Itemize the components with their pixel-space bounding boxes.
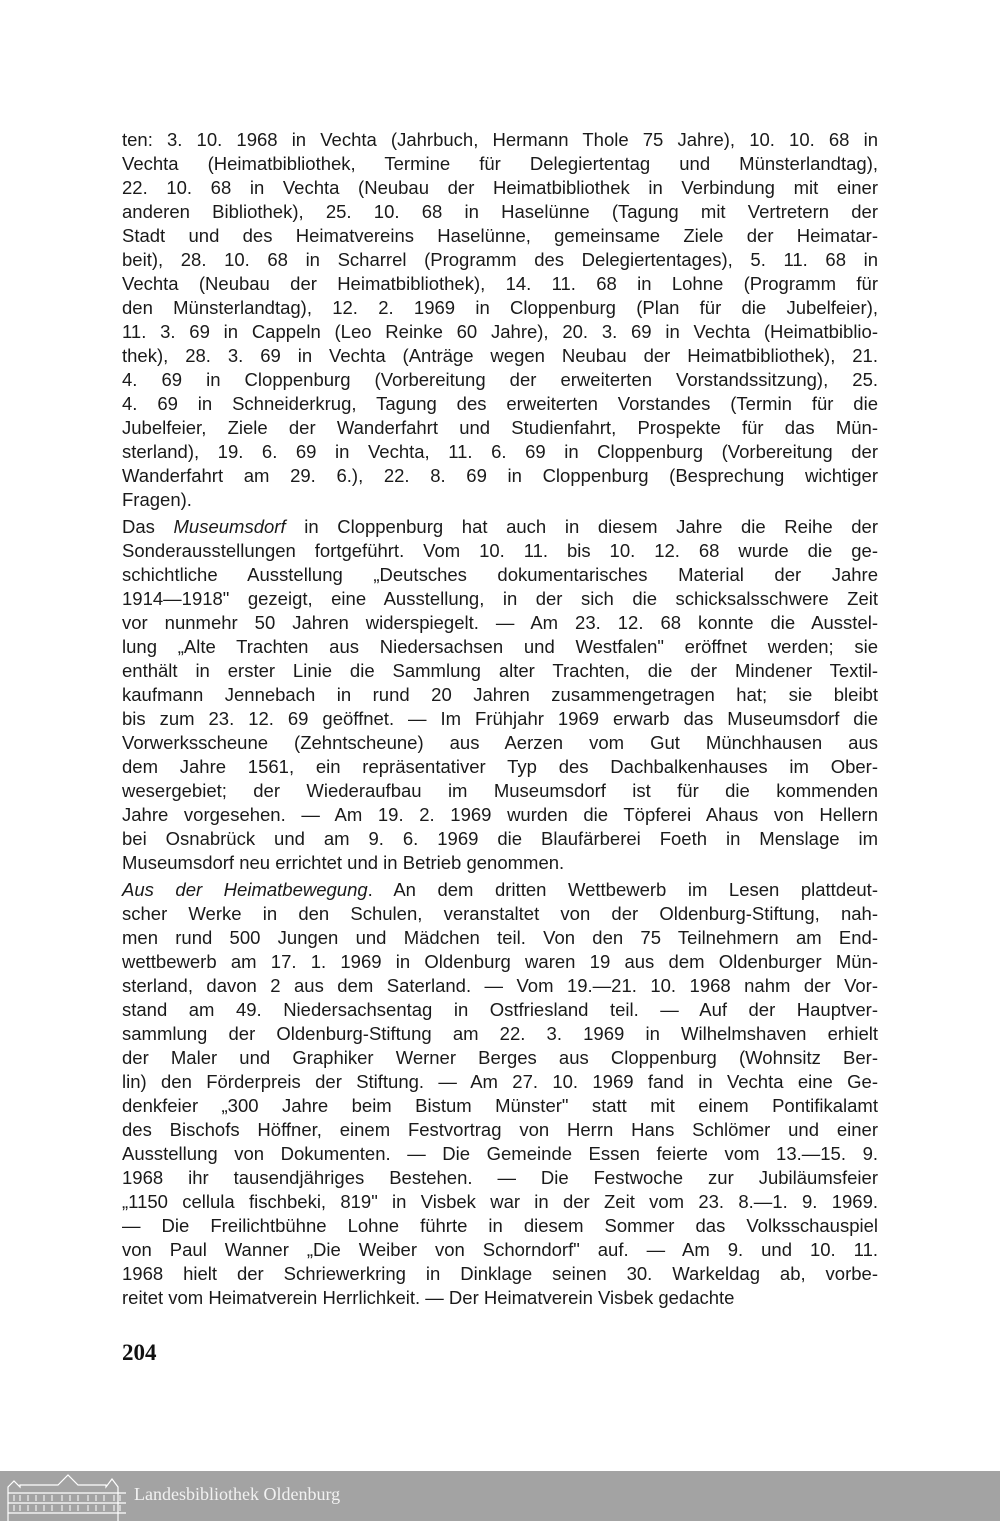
text-line: enthält in erster Linie die Sammlung alter Trachten, die der Mindener Textil- — [122, 660, 878, 681]
text-line: Wanderfahrt am 29. 6.), 22. 8. 69 in Cloppenburg (Besprechung wichtiger — [122, 465, 878, 486]
text-line: Vechta (Neubau der Heimatbibliothek), 14. 11. 68 in Lohne (Programm für — [122, 273, 878, 294]
text-line: Sonderausstellungen fortgeführt. Vom 10. 11. bis 10. 12. 68 wurde die ge- — [122, 540, 878, 561]
text-line: beit), 28. 10. 68 in Scharrel (Programm des Delegiertentages), 5. 11. 68 in — [122, 249, 878, 270]
text-line: wesergebiet; der Wiederaufbau im Museumsdorf ist für die kommenden — [122, 780, 878, 801]
text-line: 4. 69 in Schneiderkrug, Tagung des erweiterten Vorstandes (Termin für die — [122, 393, 878, 414]
text-line: Jubelfeier, Ziele der Wanderfahrt und Studienfahrt, Prospekte für das Mün- — [122, 417, 878, 438]
text-line: kaufmann Jennebach in rund 20 Jahren zusammengetragen hat; sie bleibt — [122, 684, 878, 705]
text-line: der Maler und Graphiker Werner Berges aus Cloppenburg (Wohnsitz Ber- — [122, 1047, 878, 1068]
text-line: reitet vom Heimatverein Herrlichkeit. — Der Heimatverein Visbek gedachte — [122, 1287, 735, 1308]
text-line: lung „Alte Trachten aus Niedersachsen und Westfalen" eröffnet werden; sie — [122, 636, 878, 657]
text-line: bis zum 23. 12. 69 geöffnet. — Im Frühjahr 1969 erwarb das Museumsdorf die — [122, 708, 878, 729]
body-text — [122, 128, 878, 1310]
text-line: sterland, davon 2 aus dem Saterland. — Vom 19.—21. 10. 1968 nahm der Vor- — [122, 975, 878, 996]
text-line: — Die Freilichtbühne Lohne führte in diesem Sommer das Volksschauspiel — [122, 1215, 878, 1236]
text-line: Vechta (Heimatbibliothek, Termine für Delegiertentag und Münsterlandtag), — [122, 153, 878, 174]
text-line: 1968 ihr tausendjähriges Bestehen. — Die Festwoche zur Jubiläumsfeier — [122, 1167, 878, 1188]
text-line: men rund 500 Jungen und Mädchen teil. Von den 75 Teilnehmern am End- — [122, 927, 878, 948]
text-line: ten: 3. 10. 1968 in Vechta (Jahrbuch, Hermann Thole 75 Jahre), 10. 10. 68 in — [122, 129, 878, 150]
italic-term: Museumsdorf — [173, 516, 286, 537]
text-line: vor nunmehr 50 Jahren widerspiegelt. — Am 23. 12. 68 konnte die Ausstel- — [122, 612, 878, 633]
text-line: bei Osnabrück und am 9. 6. 1969 die Blaufärberei Foeth in Menslage im — [122, 828, 878, 849]
page-number: 204 — [122, 1340, 157, 1365]
text-line: stand am 49. Niedersachsentag in Ostfriesland teil. — Auf der Hauptver- — [122, 999, 878, 1020]
text-line: scher Werke in den Schulen, veranstaltet von der Oldenburg-Stiftung, nah- — [122, 903, 878, 924]
text-line: sammlung der Oldenburg-Stiftung am 22. 3. 1969 in Wilhelmshaven erhielt — [122, 1023, 878, 1044]
text-line: anderen Bibliothek), 25. 10. 68 in Haselünne (Tagung mit Vertretern der — [122, 201, 878, 222]
text-line: 22. 10. 68 in Vechta (Neubau der Heimatbibliothek in Verbindung mit einer — [122, 177, 878, 198]
text-line: Jahre vorgesehen. — Am 19. 2. 1969 wurden die Töpferei Ahaus von Hellern — [122, 804, 878, 825]
text-line: dem Jahre 1561, ein repräsentativer Typ des Dachbalkenhauses im Ober- — [122, 756, 878, 777]
text-line: den Münsterlandtag), 12. 2. 1969 in Cloppenburg (Plan für die Jubelfeier), — [122, 297, 878, 318]
text-line: sterland), 19. 6. 69 in Vechta, 11. 6. 69 in Cloppenburg (Vorbereitung der — [122, 441, 878, 462]
text-line: wettbewerb am 17. 1. 1969 in Oldenburg waren 19 aus dem Oldenburger Mün- — [122, 951, 878, 972]
text-line: 4. 69 in Cloppenburg (Vorbereitung der erweiterten Vorstandssitzung), 25. — [122, 369, 878, 390]
footer-bar — [0, 1471, 1000, 1521]
text-line: Ausstellung von Dokumenten. — Die Gemeinde Essen feierte vom 13.—15. 9. — [122, 1143, 878, 1164]
italic-term: Aus der Heimatbewegung — [122, 879, 368, 900]
text-line: schichtliche Ausstellung „Deutsches dokumentarisches Material der Jahre — [122, 564, 878, 585]
text-line: denkfeier „300 Jahre beim Bistum Münster" statt mit einem Pontifikalamt — [122, 1095, 878, 1116]
text-line: Museumsdorf neu errichtet und in Betrieb genommen. — [122, 852, 565, 873]
library-building-logo-icon — [6, 1473, 126, 1521]
text-line: 1968 hielt der Schriewerkring in Dinklage seinen 30. Warkeldag ab, vorbe- — [122, 1263, 878, 1284]
text-line: Stadt und des Heimatvereins Haselünne, gemeinsame Ziele der Heimatar- — [122, 225, 878, 246]
text-line: thek), 28. 3. 69 in Vechta (Anträge wegen Neubau der Heimatbibliothek), 21. — [122, 345, 878, 366]
text-line: Fragen). — [122, 489, 192, 510]
text-line: lin) den Förderpreis der Stiftung. — Am 27. 10. 1969 fand in Vechta eine Ge- — [122, 1071, 878, 1092]
text-line: des Bischofs Höffner, einem Festvortrag von Herrn Hans Schlömer und einer — [122, 1119, 878, 1140]
text-line: 11. 3. 69 in Cappeln (Leo Reinke 60 Jahre), 20. 3. 69 in Vechta (Heimatbiblio- — [122, 321, 878, 342]
text-line: von Paul Wanner „Die Weiber von Schorndorf" auf. — Am 9. und 10. 11. — [122, 1239, 878, 1260]
text-line: Das Museumsdorf in Cloppenburg hat auch in diesem Jahre die Reihe der — [122, 516, 878, 537]
text-line: Aus der Heimatbewegung. An dem dritten Wettbewerb im Lesen plattdeut- — [122, 879, 878, 900]
text-line: Vorwerksscheune (Zehntscheune) aus Aerzen vom Gut Münchhausen aus — [122, 732, 878, 753]
text-line: „1150 cellula fischbeki, 819" in Visbek war in der Zeit vom 23. 8.—1. 9. 1969. — [122, 1191, 878, 1212]
library-name: Landesbibliothek Oldenburg — [134, 1484, 341, 1504]
text-line: 1914—1918" gezeigt, eine Ausstellung, in der sich die schicksalsschwere Zeit — [122, 588, 878, 609]
